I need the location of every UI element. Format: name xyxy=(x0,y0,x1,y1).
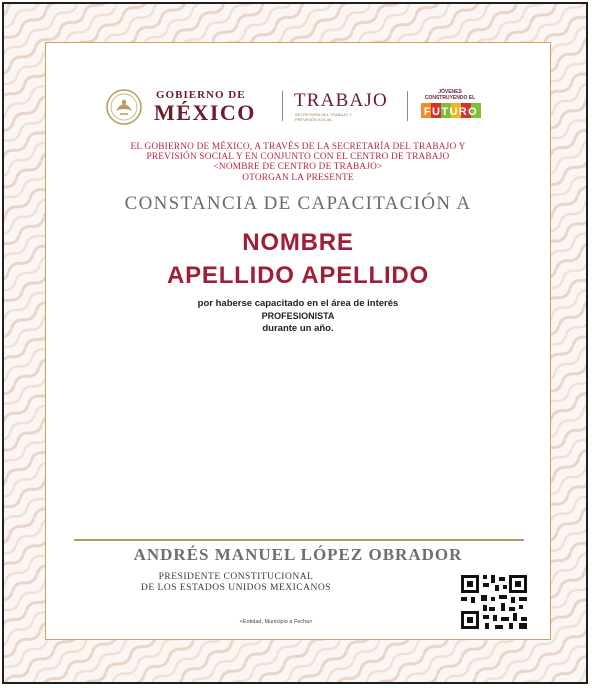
trabajo-logo-text: TRABAJO xyxy=(294,90,388,111)
intro-line: <NOMBRE DE CENTRO DE TRABAJO> xyxy=(213,162,383,173)
area-of-interest: PROFESIONISTA xyxy=(261,311,335,321)
intro-text xyxy=(46,142,550,183)
futuro-text: FUTURO xyxy=(423,106,479,118)
duration-text: durante un año. xyxy=(262,323,334,334)
certificate-card xyxy=(45,42,551,640)
place-date-text: <Entidad, Municipio a Fecha> xyxy=(239,619,313,625)
certificate-frame xyxy=(2,2,588,684)
recipient-first-name: NOMBRE xyxy=(242,229,354,256)
trabajo-subtitle: SECRETARÍA DEL TRABAJO Y PREVISIÓN SOCIAL xyxy=(295,112,352,122)
signature-line xyxy=(74,539,524,541)
signer-name: ANDRÉS MANUEL LÓPEZ OBRADOR xyxy=(133,545,463,564)
gobierno-de-text: GOBIERNO DE xyxy=(156,89,246,101)
header-logos xyxy=(46,85,550,129)
recipient-last-names: APELLIDO APELLIDO xyxy=(166,262,430,289)
intro-line: PREVISIÓN SOCIAL Y EN CONJUNTO CON EL CENTRO DE TRABAJO xyxy=(146,152,450,163)
jovenes-text: JÓVENES CONSTRUYENDO EL xyxy=(424,89,476,101)
intro-line: OTORGAN LA PRESENTE xyxy=(242,172,354,183)
detail-line: por haberse capacitado en el área de interés xyxy=(197,298,399,309)
qr-code-icon xyxy=(459,573,529,631)
futuro-logo xyxy=(421,102,481,120)
eagle-seal-icon xyxy=(102,87,146,127)
signer-role: PRESIDENTE CONSTITUCIONAL xyxy=(158,572,314,582)
certificate-title: CONSTANCIA DE CAPACITACIÓN A xyxy=(124,193,472,214)
logo-divider xyxy=(407,91,408,121)
logo-divider xyxy=(282,91,283,121)
intro-line: EL GOBIERNO DE MÉXICO, A TRAVÉS DE LA SECRETARÍA DEL TRABAJO Y xyxy=(130,142,466,152)
mexico-text: MÉXICO xyxy=(154,100,256,125)
signer-role: DE LOS ESTADOS UNIDOS MEXICANOS xyxy=(141,583,331,593)
